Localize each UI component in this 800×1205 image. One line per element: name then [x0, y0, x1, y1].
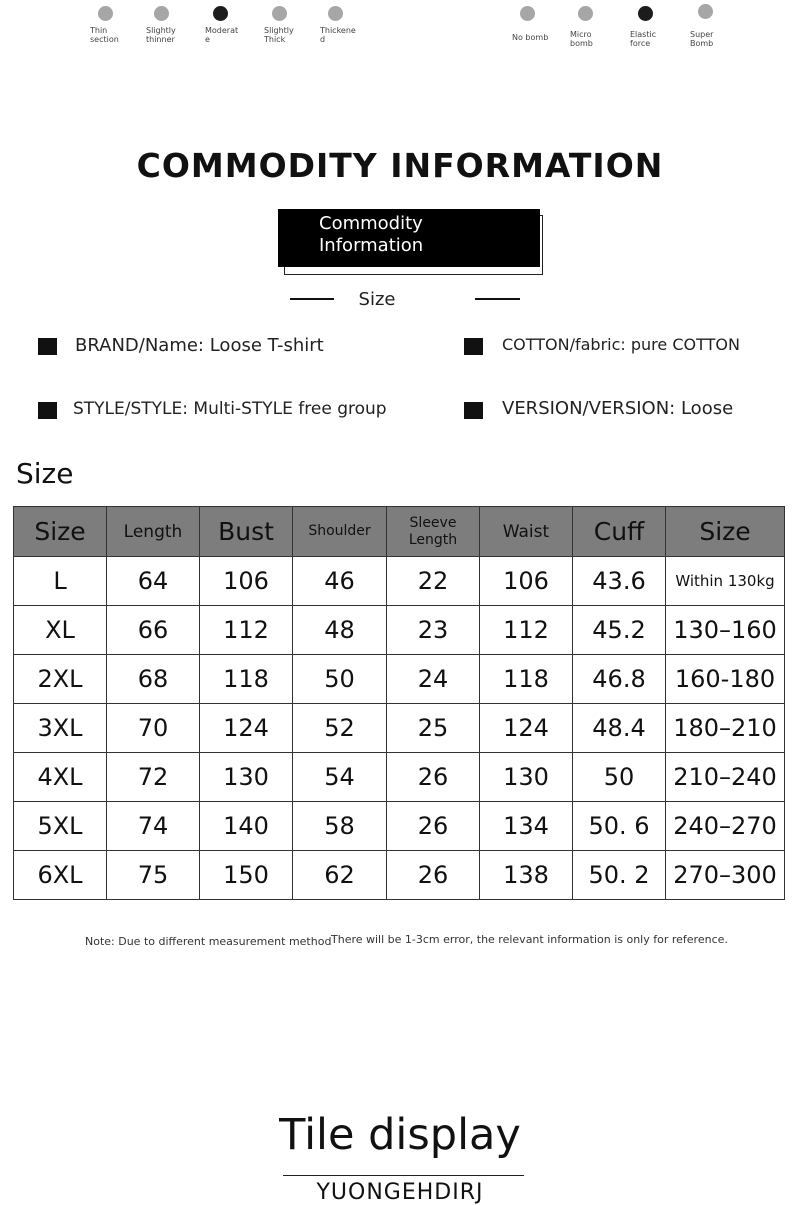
table-cell: 48.4 — [573, 704, 666, 753]
thickness-option — [146, 6, 192, 44]
table-cell: 26 — [387, 802, 480, 851]
divider-left — [290, 298, 334, 300]
column-header: Sleeve Length — [387, 507, 480, 557]
table-cell: 26 — [387, 851, 480, 900]
scale-label: Slightly Thick — [264, 26, 294, 44]
indicator-dot-icon — [154, 6, 169, 21]
table-cell: 124 — [480, 704, 573, 753]
thickness-option — [90, 6, 136, 44]
indicator-dot-icon — [638, 6, 653, 21]
indicator-dot-icon — [578, 6, 593, 21]
table-cell: 43.6 — [573, 557, 666, 606]
table-cell: 52 — [293, 704, 387, 753]
size-heading: Size — [16, 457, 74, 490]
table-cell: 150 — [200, 851, 293, 900]
indicator-dot-icon — [213, 6, 228, 21]
scale-label: Moderate — [205, 26, 239, 44]
table-cell: 70 — [107, 704, 200, 753]
indicator-dot-icon — [272, 6, 287, 21]
table-cell: 50 — [293, 655, 387, 704]
table-cell: 75 — [107, 851, 200, 900]
table-cell: 130 — [200, 753, 293, 802]
elasticity-option — [630, 6, 676, 48]
page-title: COMMODITY INFORMATION — [136, 146, 664, 185]
table-cell: 118 — [480, 655, 573, 704]
table-cell: L — [14, 557, 107, 606]
table-cell: 118 — [200, 655, 293, 704]
table-row — [14, 851, 785, 900]
table-cell: 62 — [293, 851, 387, 900]
table-cell: 138 — [480, 851, 573, 900]
bullet-square-icon — [464, 338, 483, 355]
thickness-option — [205, 6, 251, 44]
column-header: Shoulder — [293, 507, 387, 557]
table-cell: 240–270 — [666, 802, 785, 851]
info-brand: BRAND/Name: Loose T-shirt — [75, 335, 324, 356]
table-cell: XL — [14, 606, 107, 655]
tile-title: Tile display — [279, 1110, 521, 1160]
column-header: Size — [666, 507, 785, 557]
table-cell: 6XL — [14, 851, 107, 900]
note-text: Note: Due to different measurement method — [85, 935, 332, 948]
table-cell: 124 — [200, 704, 293, 753]
column-header: Length — [107, 507, 200, 557]
table-body — [14, 557, 785, 900]
tile-divider — [283, 1175, 524, 1176]
scale-label: Super Bomb — [690, 30, 714, 48]
table-cell: 130–160 — [666, 606, 785, 655]
size-table — [13, 506, 785, 900]
column-header: Bust — [200, 507, 293, 557]
table-cell: 26 — [387, 753, 480, 802]
table-cell: 112 — [480, 606, 573, 655]
table-cell: 25 — [387, 704, 480, 753]
table-cell: 4XL — [14, 753, 107, 802]
thickness-option — [320, 6, 366, 44]
table-cell: 66 — [107, 606, 200, 655]
table-cell: 74 — [107, 802, 200, 851]
table-cell: 106 — [200, 557, 293, 606]
table-cell: 72 — [107, 753, 200, 802]
table-row — [14, 704, 785, 753]
section-badge — [278, 209, 540, 267]
elasticity-option — [570, 6, 616, 48]
table-cell: 48 — [293, 606, 387, 655]
table-cell: Within 130kg — [666, 557, 785, 606]
info-version: VERSION/VERSION: Loose — [502, 398, 734, 419]
table-cell: 46.8 — [573, 655, 666, 704]
table-cell: 270–300 — [666, 851, 785, 900]
elasticity-option — [690, 4, 736, 48]
table-cell: 24 — [387, 655, 480, 704]
table-cell: 50 — [573, 753, 666, 802]
table-cell: 54 — [293, 753, 387, 802]
table-row — [14, 802, 785, 851]
scale-label: Thin section — [90, 26, 119, 44]
info-style: STYLE/STYLE: Multi-STYLE free group — [73, 399, 387, 419]
table-row — [14, 606, 785, 655]
table-cell: 160-180 — [666, 655, 785, 704]
column-header: Size — [14, 507, 107, 557]
table-row — [14, 753, 785, 802]
scale-label: Slightly thinner — [146, 26, 176, 44]
note-text: There will be 1-3cm error, the relevant information is only for reference. — [331, 933, 728, 946]
table-cell: 45.2 — [573, 606, 666, 655]
elasticity-option — [512, 6, 558, 42]
scale-label: Elastic force — [630, 30, 657, 48]
badge-line: Commodity — [319, 213, 423, 234]
table-cell: 58 — [293, 802, 387, 851]
table-cell: 180–210 — [666, 704, 785, 753]
table-cell: 134 — [480, 802, 573, 851]
bullet-square-icon — [38, 402, 57, 419]
table-cell: 3XL — [14, 704, 107, 753]
table-cell: 50. 6 — [573, 802, 666, 851]
table-cell: 112 — [200, 606, 293, 655]
scale-label: Thickened — [320, 26, 356, 44]
bullet-square-icon — [38, 338, 57, 355]
table-cell: 50. 2 — [573, 851, 666, 900]
table-cell: 5XL — [14, 802, 107, 851]
indicator-dot-icon — [328, 6, 343, 21]
table-cell: 68 — [107, 655, 200, 704]
tile-subtitle: YUONGEHDIRJ — [316, 1180, 484, 1205]
column-header: Cuff — [573, 507, 666, 557]
table-row — [14, 557, 785, 606]
table-cell: 106 — [480, 557, 573, 606]
indicator-dot-icon — [98, 6, 113, 21]
table-cell: 210–240 — [666, 753, 785, 802]
thickness-option — [264, 6, 310, 44]
divider-right — [475, 298, 520, 300]
section-subtitle: Size — [358, 289, 396, 310]
badge-line: Information — [319, 235, 424, 256]
table-cell: 140 — [200, 802, 293, 851]
table-cell: 46 — [293, 557, 387, 606]
table-row — [14, 655, 785, 704]
scale-label: Micro bomb — [570, 30, 593, 48]
table-cell: 130 — [480, 753, 573, 802]
column-header: Waist — [480, 507, 573, 557]
scale-label: No bomb — [512, 33, 549, 42]
table-cell: 64 — [107, 557, 200, 606]
table-cell: 23 — [387, 606, 480, 655]
indicator-dot-icon — [698, 4, 713, 19]
table-header-row — [14, 507, 785, 557]
info-fabric: COTTON/fabric: pure COTTON — [502, 335, 740, 354]
table-cell: 22 — [387, 557, 480, 606]
indicator-dot-icon — [520, 6, 535, 21]
table-cell: 2XL — [14, 655, 107, 704]
bullet-square-icon — [464, 402, 483, 419]
